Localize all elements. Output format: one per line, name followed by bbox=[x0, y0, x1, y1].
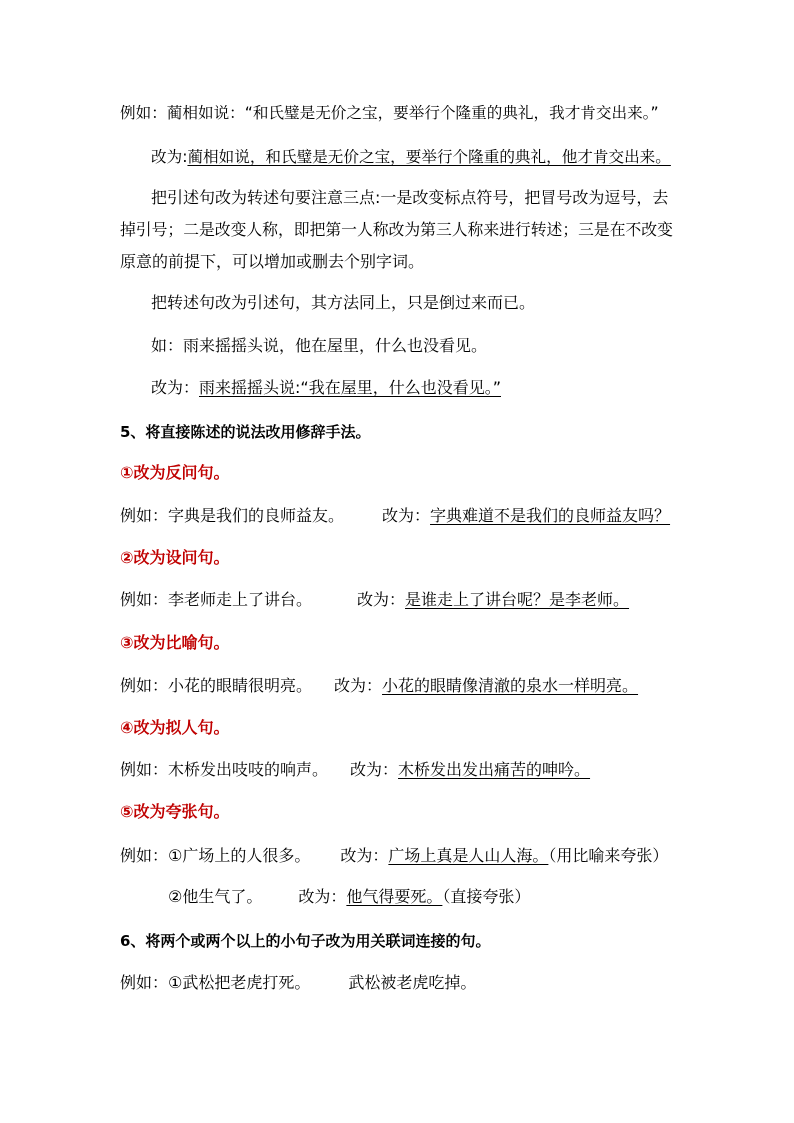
rewrite-answer: 雨来摇摇头说:“我在屋里，什么也没看见。” bbox=[199, 378, 501, 397]
rewrite-answer: 字典难道不是我们的良师益友吗？ bbox=[430, 506, 671, 525]
example-text: 例如：木桥发出吱吱的响声。 bbox=[120, 760, 329, 779]
subheading-self-question: ②改为设问句。 bbox=[120, 548, 230, 567]
rewrite-label: 改为： bbox=[357, 590, 406, 609]
example-text: 例如：小花的眼睛很明亮。 bbox=[120, 676, 313, 695]
example-line bbox=[168, 887, 530, 907]
example-text: 例如：①广场上的人很多。 bbox=[120, 846, 311, 865]
rewrite-label: 改为: bbox=[151, 148, 188, 166]
subheading-exaggeration: ⑤改为夸张句。 bbox=[120, 802, 230, 821]
example-line bbox=[120, 676, 638, 696]
section-heading-5: 5、将直接陈述的说法改用修辞手法。 bbox=[120, 423, 371, 441]
example-line bbox=[120, 760, 590, 780]
note-text: （直接夸张） bbox=[442, 887, 531, 906]
example-line bbox=[120, 506, 670, 526]
example-line bbox=[120, 846, 668, 866]
rewrite-answer: 木桥发出发出痛苦的呻吟。 bbox=[398, 760, 591, 779]
rewrite-label: 改为： bbox=[340, 846, 389, 865]
paragraph-line: 原意的前提下，可以增加或删去个别字词。 bbox=[120, 252, 425, 271]
rewrite-answer: 他气得要死。 bbox=[346, 887, 443, 906]
section-heading-6: 6、将两个或两个以上的小句子改为用关联词连接的句。 bbox=[120, 932, 491, 950]
rewrite-answer: 小花的眼睛像清澈的泉水一样明亮。 bbox=[382, 676, 639, 695]
paragraph-line: 把引述句改为转述句要注意三点:一是改变标点符号，把冒号改为逗号，去 bbox=[151, 188, 669, 207]
example-text: 例如：李老师走上了讲台。 bbox=[120, 590, 313, 609]
example-text: ②他生气了。 bbox=[168, 887, 263, 906]
rewrite-line bbox=[151, 378, 501, 398]
paragraph-line: 把转述句改为引述句，其方法同上，只是倒过来而已。 bbox=[151, 293, 536, 312]
example-line: 如：雨来摇摇头说，他在屋里，什么也没看见。 bbox=[151, 336, 488, 355]
subheading-metaphor: ③改为比喻句。 bbox=[120, 633, 230, 652]
example-line bbox=[120, 590, 629, 610]
rewrite-answer: 蔺相如说，和氏璧是无价之宝，要举行个隆重的典礼，他才肯交出来。 bbox=[187, 148, 671, 166]
rewrite-line bbox=[151, 147, 671, 167]
rewrite-label: 改为： bbox=[151, 378, 200, 397]
rewrite-label: 改为： bbox=[350, 760, 399, 779]
rewrite-answer: 是谁走上了讲台呢？是李老师。 bbox=[405, 590, 630, 609]
subheading-rhetorical-question: ①改为反问句。 bbox=[120, 463, 230, 482]
paragraph-line: 掉引号；二是改变人称，即把第一人称改为第三人称来进行转述；三是在不改变 bbox=[120, 220, 673, 239]
example-text: 武松被老虎吃掉。 bbox=[348, 973, 477, 992]
example-text: 例如：字典是我们的良师益友。 bbox=[120, 506, 345, 525]
subheading-personification: ④改为拟人句。 bbox=[120, 718, 230, 737]
example-text: 例如：①武松把老虎打死。 bbox=[120, 973, 311, 992]
rewrite-label: 改为： bbox=[298, 887, 347, 906]
rewrite-label: 改为： bbox=[382, 506, 431, 525]
example-quote-line: 例如：蔺相如说：“和氏璧是无价之宝，要举行个隆重的典礼，我才肯交出来。” bbox=[120, 104, 659, 122]
note-text: （用比喻来夸张） bbox=[548, 846, 669, 865]
example-line bbox=[120, 973, 476, 993]
rewrite-answer: 广场上真是人山人海。 bbox=[388, 846, 549, 865]
rewrite-label: 改为： bbox=[334, 676, 383, 695]
